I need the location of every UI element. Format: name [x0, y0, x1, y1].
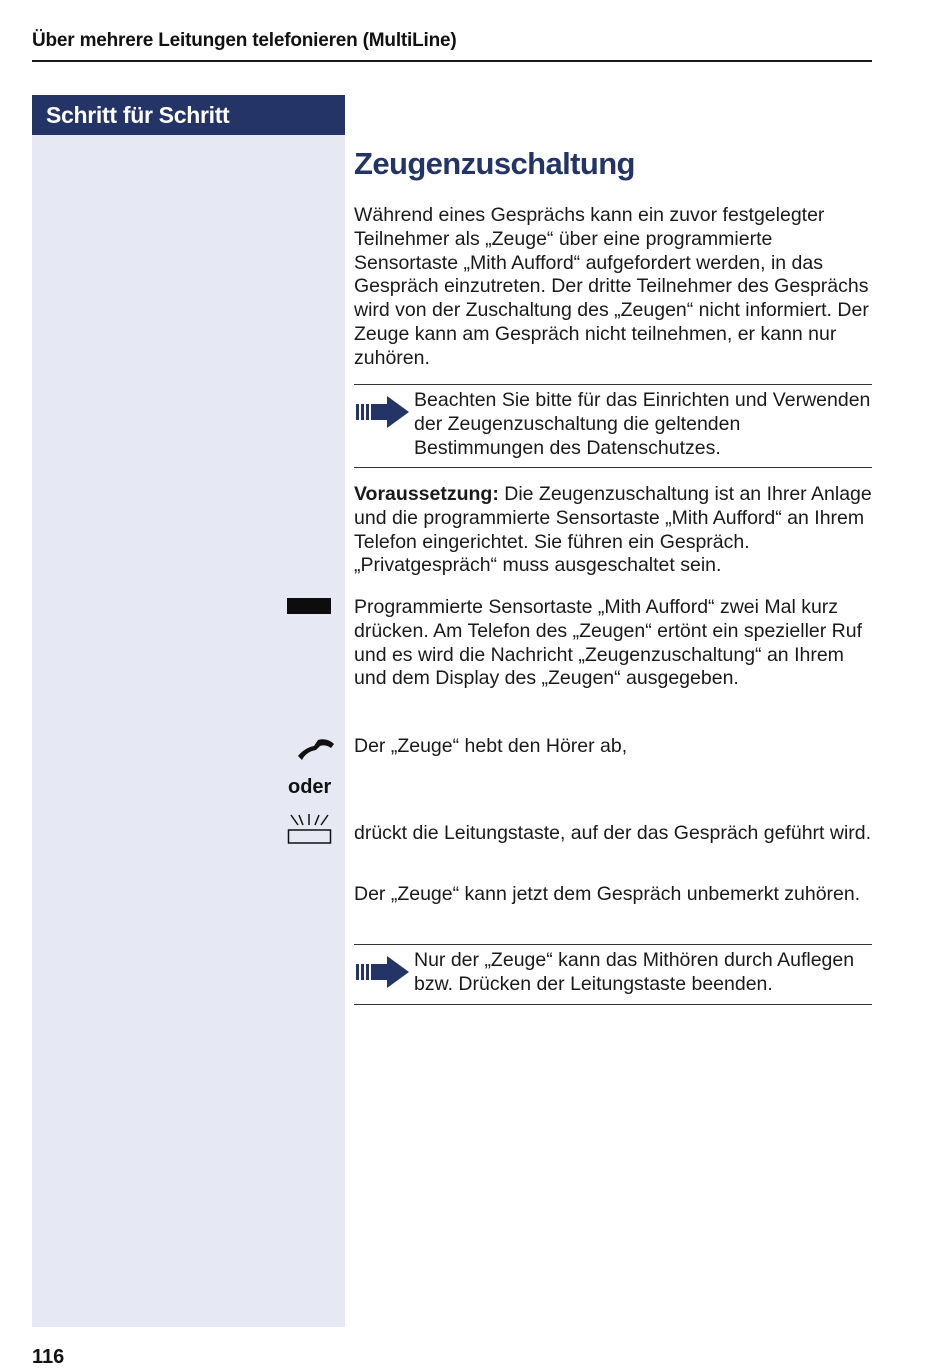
note-arrow-icon: [354, 954, 410, 990]
page-header-title: Über mehrere Leitungen telefonieren (MultiLine): [32, 30, 457, 51]
step-press-line-key: drückt die Leitungstaste, auf der das Gespräch geführt wird.: [354, 822, 872, 844]
header-divider: [32, 60, 872, 62]
prerequisite-paragraph: [354, 483, 872, 578]
result-paragraph: Der „Zeuge“ kann jetzt dem Gespräch unbemerkt zuhören.: [354, 883, 861, 905]
note-box-privacy: [354, 384, 872, 468]
sensor-key-icon: [287, 598, 331, 614]
section-title: Zeugenzuschaltung: [354, 146, 635, 181]
note-box-end-listening: [354, 944, 872, 1005]
line-key-icon: [287, 812, 333, 846]
note-end-listening-text: Nur der „Zeuge“ kann das Mithören durch Auflegen bzw. Drücken der Leitungstaste beenden.: [414, 949, 855, 995]
oder-label: oder: [288, 776, 332, 798]
step-lift-handset: Der „Zeuge“ hebt den Hörer ab,: [354, 735, 628, 757]
note-arrow-icon: [354, 394, 410, 430]
intro-paragraph: Während eines Gesprächs kann ein zuvor festgelegter Teilnehmer als „Zeuge“ über eine programmierte Sensortaste „Mith Aufford“ aufgefordert werden, in das Gespräch einzutreten. Der dritte Teilnehmer des Gesprächs wird von der Zuschaltung des „Zeugen“ nicht informiert. Der Zeuge kann am Gespräch nicht teilnehmen, er kann nur zuhören.: [354, 204, 869, 369]
note-privacy-text: Beachten Sie bitte für das Einrichten und Verwenden der Zeugenzuschaltung die geltenden Bestimmungen des Datenschutzes.: [414, 389, 871, 459]
prerequisite-text: Die Zeugenzuschaltung ist an Ihrer Anlage und die programmierte Sensortaste „Mith Aufford“ an Ihrem Telefon eingerichtet. Sie führen ein Gespräch. „Privatgespräch“ muss ausgeschaltet sein.: [354, 483, 872, 577]
sidebar-heading: Schritt für Schritt: [32, 95, 345, 135]
page-number: 116: [32, 1346, 65, 1368]
prerequisite-label: Voraussetzung:: [354, 483, 499, 505]
step-sidebar: [32, 95, 345, 1327]
handset-lift-icon: [296, 734, 336, 762]
step-press-sensor-key: Programmierte Sensortaste „Mith Aufford“ zwei Mal kurz drücken. Am Telefon des „Zeugen“ ertönt ein spezieller Ruf und es wird die Nachricht „Zeugenzuschaltung“ an Ihrem und dem Display des „Zeugen“ ausgegeben.: [354, 596, 862, 690]
